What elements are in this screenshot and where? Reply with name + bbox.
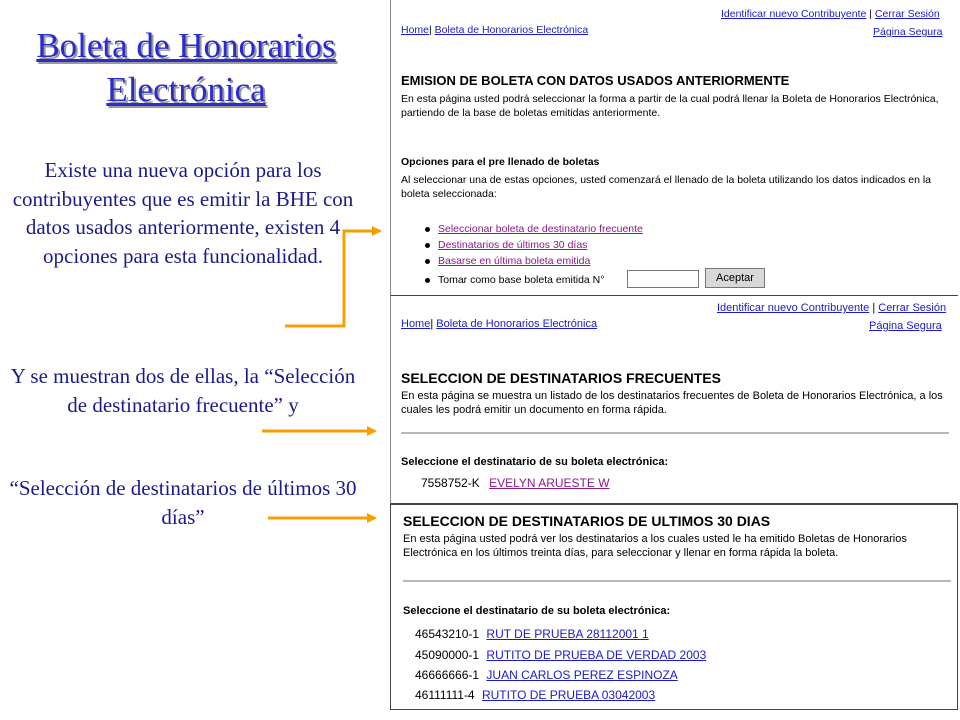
page-description: En esta página usted podrá ver los destinatarios a los cuales usted le ha emitido Boletas de Honorarios Electrónica en los últimos treinta días, para seleccionar y llenar en forma rápida la boleta. <box>403 533 907 559</box>
top-links <box>721 8 940 20</box>
new-taxpayer-link[interactable]: Identificar nuevo Contribuyente <box>721 8 867 20</box>
boleta-number-input[interactable] <box>627 270 699 288</box>
intro-paragraph: Existe una nueva opción para los contribuyentes que es emitir la BHE con datos usados anteriormente, existen 4 opciones para esta funcionalidad. <box>12 158 354 268</box>
divider <box>403 580 951 582</box>
select-recipient-label: Seleccione el destinatario de su boleta electrónica: <box>403 605 671 617</box>
recipient-rut: 46543210-1 <box>415 627 480 641</box>
link-separator: | <box>869 8 872 20</box>
recipient-name-link[interactable]: JUAN CARLOS PEREZ ESPINOZA <box>486 668 678 682</box>
recipient-rut: 45090000-1 <box>415 648 480 662</box>
second-paragraph: Y se muestran dos de ellas, la “Selección de destinatario frecuente” y <box>10 364 356 417</box>
number-option-label: Tomar como base boleta emitida N° <box>438 274 605 286</box>
page-description: En esta página usted podrá seleccionar la forma a partir de la cual podrá llenar la Boleta de Honorarios Electrónica, partiendo de la base de boletas emitidas anteriormente. <box>401 93 939 119</box>
third-paragraph: “Selección de destinatarios de últimos 30 días” <box>9 476 357 529</box>
breadcrumb-section[interactable]: Boleta de Honorarios Electrónica <box>434 24 589 36</box>
list-item <box>415 627 649 641</box>
new-taxpayer-link[interactable]: Identificar nuevo Contribuyente <box>717 302 870 314</box>
recipient-name-link[interactable]: RUTITO DE PRUEBA DE VERDAD 2003 <box>486 648 707 662</box>
option-item[interactable] <box>425 239 587 251</box>
recipient-rut: 46666666-1 <box>415 668 480 682</box>
recipient-name-link[interactable]: RUTITO DE PRUEBA 03042003 <box>481 688 656 702</box>
option-last-30-days-link[interactable]: Destinatarios de últimos 30 días <box>438 239 588 251</box>
recipient-name-link[interactable]: EVELYN ARUESTE W <box>489 476 610 490</box>
link-separator: | <box>872 302 876 314</box>
logout-link[interactable]: Cerrar Sesión <box>878 302 947 314</box>
breadcrumb-home[interactable]: Home <box>401 318 431 330</box>
breadcrumb-section[interactable]: Boleta de Honorarios Electrónica <box>436 318 598 330</box>
recipient-rut: 46111111-4 <box>415 688 475 702</box>
select-recipient-label: Seleccione el destinatario de su boleta electrónica: <box>401 456 669 468</box>
option-item[interactable] <box>425 255 590 267</box>
screen-emision-boleta <box>390 0 958 296</box>
option-last-issued-link[interactable]: Basarse en última boleta emitida <box>438 255 591 267</box>
breadcrumb: Home| Boleta de Honorarios Electrónica <box>401 318 598 330</box>
breadcrumb-home[interactable]: Home <box>401 24 430 36</box>
bullet-icon <box>425 227 430 232</box>
screen-destinatarios-frecuentes <box>390 296 958 504</box>
option-item[interactable] <box>425 223 643 235</box>
breadcrumb: Home| Boleta de Honorarios Electrónica <box>401 24 589 36</box>
recipient-rut: 7558752-K <box>421 476 480 490</box>
option-item <box>425 274 604 286</box>
accept-button[interactable]: Aceptar <box>705 268 765 288</box>
bullet-icon <box>425 278 430 283</box>
slide-title: Boleta de Honorarios Electrónica <box>36 26 336 109</box>
screen-destinatarios-30-dias <box>390 504 958 710</box>
option-frequent-recipient-link[interactable]: Seleccionar boleta de destinatario frecuente <box>438 223 643 235</box>
page-heading: SELECCION DE DESTINATARIOS DE ULTIMOS 30 DIAS <box>403 513 771 529</box>
list-item <box>421 476 610 490</box>
logout-link[interactable]: Cerrar Sesión <box>874 8 940 20</box>
bullet-icon <box>425 259 430 264</box>
page-heading: SELECCION DE DESTINATARIOS FRECUENTES <box>401 370 721 386</box>
options-heading: Opciones para el pre llenado de boletas <box>401 156 600 168</box>
page-heading: EMISION DE BOLETA CON DATOS USADOS ANTERIORMENTE <box>401 73 790 88</box>
options-description: Al seleccionar una de estas opciones, usted comenzará el llenado de la boleta utilizando los datos indicados en la boleta seleccionada: <box>401 174 932 200</box>
list-item <box>415 668 678 682</box>
list-item <box>415 688 655 702</box>
top-links <box>717 302 946 314</box>
bullet-icon <box>425 243 430 248</box>
page-description: En esta página se muestra un listado de los destinatarios frecuentes de Boleta de Honorarios Electrónica, a los cuales les podrá emitir un documento en forma rápida. <box>401 390 943 416</box>
recipient-name-link[interactable]: RUT DE PRUEBA 28112001 1 <box>486 627 649 641</box>
divider <box>401 432 949 434</box>
secure-page-link[interactable]: Página Segura <box>873 26 943 38</box>
list-item <box>415 648 706 662</box>
secure-page-link[interactable]: Página Segura <box>869 320 942 332</box>
